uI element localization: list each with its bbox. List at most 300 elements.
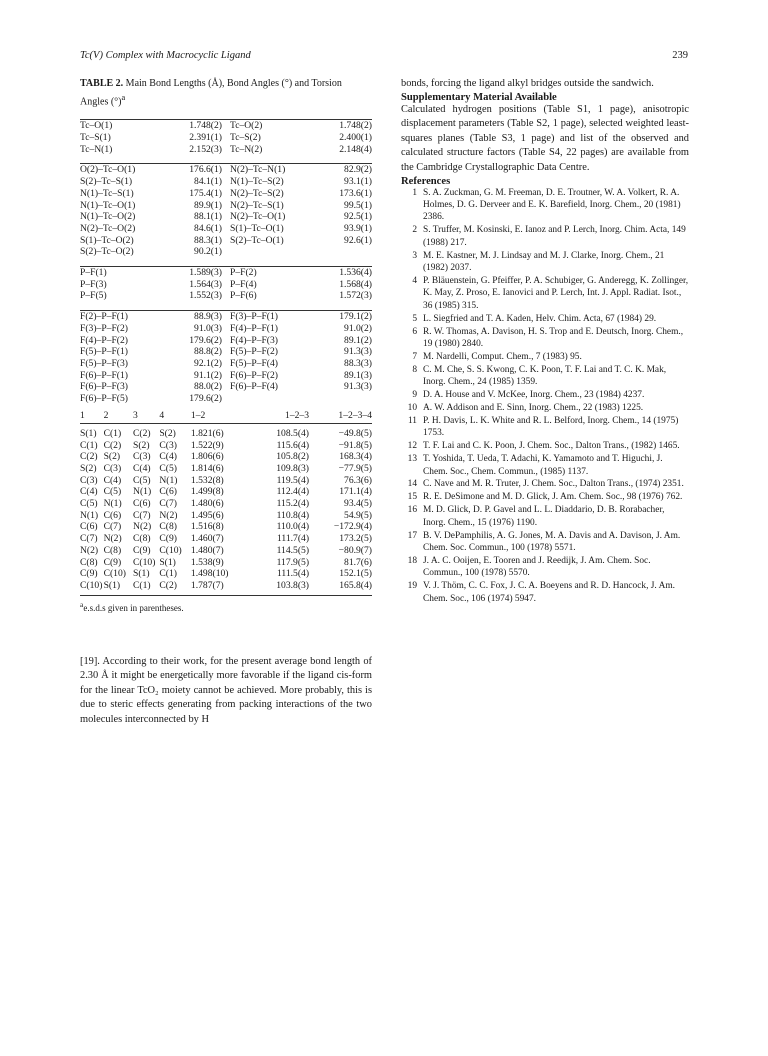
table-cell: 115.2(4) xyxy=(276,498,310,510)
table-cell: 81.7(6) xyxy=(344,556,372,568)
table-cell: 173.2(5) xyxy=(339,533,372,545)
table-cell: C(7) xyxy=(103,521,122,533)
reference-number: 17 xyxy=(407,530,417,541)
table-cell: 84.6(1) xyxy=(194,222,222,234)
table-cell: 1.498(10) xyxy=(190,568,229,580)
table-cell: C(3) xyxy=(159,439,177,451)
table-cell: 1.460(7) xyxy=(190,533,224,545)
table-cell: F(5)–P–F(2) xyxy=(230,346,278,358)
table-cell: S(2) xyxy=(159,427,176,439)
table-row xyxy=(80,463,372,475)
table-row xyxy=(80,346,372,358)
table-cell: N(1) xyxy=(159,474,178,486)
table-cell: F(5)–P–F(1) xyxy=(80,346,128,358)
table-row xyxy=(80,144,372,156)
table-cell: 88.3(3) xyxy=(344,357,372,369)
table-cell: P–F(2) xyxy=(230,267,318,279)
reference-text: D. A. House and V. McKee, Inorg. Chem., 23 (1984) 4237. xyxy=(423,390,645,401)
table-row xyxy=(80,510,372,522)
reference-number: 6 xyxy=(412,326,417,337)
table-cell: C(9) xyxy=(80,568,98,580)
reference-text: M. D. Glick, D. P. Gavel and L. L. Diaddario, D. B. Rorabacher, Inorg. Chem., 15 (1976) 1190. xyxy=(423,505,665,528)
reference-item xyxy=(401,250,689,275)
table-cell: 110.0(4) xyxy=(276,521,310,533)
page-header xyxy=(80,50,688,64)
table-cell: N(2)–Tc–O(1) xyxy=(230,211,286,223)
table-cell: 89.9(1) xyxy=(194,199,222,211)
table-cell: 89.1(3) xyxy=(344,369,372,381)
table-row xyxy=(80,211,372,223)
table-footnote xyxy=(80,600,372,613)
running-title: Tc(V) Complex with Macrocyclic Ligand xyxy=(80,50,251,61)
table-cell: C(10) xyxy=(133,556,156,568)
table-cell: 111.5(4) xyxy=(276,568,310,580)
reference-text: R. E. DeSimone and M. D. Glick, J. Am. Chem. Soc., 98 (1976) 762. xyxy=(423,492,683,503)
table-cell: C(8) xyxy=(133,533,151,545)
table-cell: 92.5(1) xyxy=(344,211,372,223)
table-cell: N(2) xyxy=(159,509,178,521)
reference-text: R. W. Thomas, A. Davison, H. S. Trop and E. Deutsch, Inorg. Chem., 19 (1980) 2840. xyxy=(423,326,684,349)
table-cell: Tc–S(1) xyxy=(80,132,111,144)
reference-text: L. Siegfried and T. A. Kaden, Helv. Chim. Acta, 67 (1984) 29. xyxy=(423,313,657,324)
table-cell: 1.806(6) xyxy=(190,451,224,463)
table-cell: C(7) xyxy=(133,509,151,521)
table-row xyxy=(80,580,372,592)
table-cell: F(2)–P–F(1) xyxy=(80,311,162,323)
left-column xyxy=(80,77,372,728)
table-cell: 2.148(4) xyxy=(339,143,372,155)
table-cell: N(2)–Tc–O(2) xyxy=(80,222,136,234)
table-cell: 168.3(4) xyxy=(339,451,372,463)
table-cell: 175.4(1) xyxy=(189,187,222,199)
table-cell: 91.0(2) xyxy=(344,322,372,334)
table-cell: 93.4(5) xyxy=(344,498,372,510)
reference-number: 8 xyxy=(412,364,417,375)
table-cell: 179.1(2) xyxy=(318,311,372,323)
page-number: 239 xyxy=(672,50,688,61)
table-bottom-rule xyxy=(80,595,372,596)
table-cell xyxy=(318,246,372,258)
table-cell: 2.391(1) xyxy=(189,132,222,144)
table-cell xyxy=(230,246,318,258)
table-caption xyxy=(80,77,372,109)
table-cell: 89.1(2) xyxy=(344,334,372,346)
table-row xyxy=(80,568,372,580)
table-cell: Tc–O(1) xyxy=(80,120,113,132)
table-cell: 2.152(3) xyxy=(189,143,222,155)
table-row xyxy=(80,290,372,302)
table-cell: 1.552(3) xyxy=(189,290,222,302)
reference-item xyxy=(401,580,689,605)
table-cell: 103.8(3) xyxy=(276,579,310,591)
table-row xyxy=(80,521,372,533)
reference-text: T. F. Lai and C. K. Poon, J. Chem. Soc., Dalton Trans., (1982) 1465. xyxy=(423,441,680,452)
table-cell: C(2) xyxy=(159,579,177,591)
table-cell: C(3) xyxy=(80,474,98,486)
reference-text: P. H. Davis, L. K. White and R. L. Belford, Inorg. Chem., 14 (1975) 1753. xyxy=(423,415,679,439)
table-cell: N(1)–Tc–O(1) xyxy=(80,199,136,211)
table-cell: 76.3(6) xyxy=(344,474,372,486)
table-row xyxy=(80,223,372,235)
table-cell: 1.814(6) xyxy=(190,462,224,474)
table-cell: N(1) xyxy=(80,509,99,521)
table-cell: S(2)–Tc–O(1) xyxy=(230,234,284,246)
table-cell: 110.8(4) xyxy=(276,509,310,521)
table-cell: 115.6(4) xyxy=(276,439,310,451)
table-cell: 91.1(2) xyxy=(194,369,222,381)
table-cell: C(9) xyxy=(159,533,177,545)
table-cell: Tc–N(1) xyxy=(80,143,113,155)
reference-text: P. Bläuenstein, G. Pfeiffer, P. A. Schubiger, G. Anderegg, K. Zollinger, K. May, Z. Proso, E. Ianovici and P. Lerch, Int. J. Appl. Radiat. Isot., 36 (1985) 315. xyxy=(423,275,689,311)
table-cell: 1.821(6) xyxy=(190,427,224,439)
reference-item xyxy=(401,275,689,312)
table-cell: 2.400(1) xyxy=(339,132,372,144)
table-cell: P–F(1) xyxy=(80,267,162,279)
table-row xyxy=(80,440,372,452)
table-cell: F(4)–P–F(3) xyxy=(230,334,278,346)
table-cell: C(5) xyxy=(133,474,151,486)
table-row xyxy=(80,188,372,200)
table-cell: C(5) xyxy=(159,462,177,474)
table-cell: 108.5(4) xyxy=(276,427,310,439)
table-cell: S(1) xyxy=(103,579,121,591)
group-separator xyxy=(80,258,372,267)
table-row xyxy=(80,200,372,212)
table-cell: 171.1(4) xyxy=(339,486,372,498)
table-cell: F(5)–P–F(3) xyxy=(80,357,128,369)
table-cell: P–F(6) xyxy=(230,290,257,302)
table-cell: C(10) xyxy=(103,568,126,580)
table-row xyxy=(80,279,372,291)
supplementary-text: Calculated hydrogen positions (Table S1, 1 page), anisotropic displacement parameters (Table S2, 1 page), selected weighted least-squares planes (Table S3, 1 page) and list of the observed and calculated structure factors (Table S4, 22 pages) are available from the Cambridge Crystallographic Data Centre. xyxy=(401,103,689,173)
table-cell: 176.6(1) xyxy=(162,164,230,176)
table-cell: P–F(3) xyxy=(80,278,107,290)
table-cell xyxy=(318,393,372,405)
table-cell: 1.522(9) xyxy=(190,439,224,451)
reference-item xyxy=(401,555,689,580)
table-cell: F(4)–P–F(2) xyxy=(80,334,128,346)
reference-text: C. M. Che, S. S. Kwong, C. K. Poon, T. F. Lai and T. C. K. Mak, Inorg. Chem., 24 (1985) 1359. xyxy=(423,364,667,388)
table-cell: 88.3(1) xyxy=(194,234,222,246)
reference-number: 12 xyxy=(407,441,417,452)
reference-text: B. V. DePamphilis, A. G. Jones, M. A. Davis and A. Davison, J. Am. Chem. Soc. Commun., 100 (1978) 5571. xyxy=(423,530,681,553)
table-row xyxy=(80,545,372,557)
table-row xyxy=(80,393,372,405)
reference-text: J. A. C. Ooijen, E. Tooren and J. Reedijk, J. Am. Chem. Soc. Commun., 100 (1978) 5570. xyxy=(423,555,651,579)
table-row xyxy=(80,267,372,279)
table-cell: C(1) xyxy=(80,439,98,451)
reference-item xyxy=(401,326,689,351)
torsion-table xyxy=(80,409,372,592)
table-cell: C(4) xyxy=(133,462,151,474)
reference-text: A. W. Addison and E. Sinn, Inorg. Chem., 22 (1983) 1225. xyxy=(423,402,644,413)
table-cell: N(1)–Tc–S(1) xyxy=(80,187,134,199)
reference-number: 9 xyxy=(412,390,417,401)
table-cell: 84.1(1) xyxy=(194,176,222,188)
table-cell: Tc–O(2) xyxy=(230,120,263,132)
table-cell: S(1) xyxy=(80,427,97,439)
table-cell: C(6) xyxy=(133,498,151,510)
reference-item xyxy=(401,224,689,249)
supplementary-heading: Supplementary Material Available xyxy=(401,91,557,103)
table-cell: 1.564(3) xyxy=(189,278,222,290)
table-cell: S(2)–Tc–S(1) xyxy=(80,176,133,188)
reference-item xyxy=(401,440,689,452)
table-cell: 179.6(2) xyxy=(189,393,222,405)
table-row xyxy=(80,475,372,487)
table-cell: N(2)–Tc–N(1) xyxy=(230,164,318,176)
table-cell: C(4) xyxy=(80,486,98,498)
reference-number: 14 xyxy=(407,479,417,490)
reference-number: 13 xyxy=(407,454,417,465)
table-cell: F(6)–P–F(5) xyxy=(80,393,128,405)
reference-number: 1 xyxy=(412,187,417,198)
table-cell: S(2) xyxy=(80,462,97,474)
table-cell: 111.7(4) xyxy=(276,533,310,545)
reference-number: 15 xyxy=(407,492,417,503)
reference-item xyxy=(401,504,689,529)
table-row xyxy=(80,235,372,247)
table-row xyxy=(80,132,372,144)
table-cell: C(7) xyxy=(80,533,98,545)
reference-text: S. Truffer, M. Kosinski, E. Ianoz and P. Lerch, Inorg. Chim. Acta, 149 (1988) 217. xyxy=(423,225,686,248)
table-cell: S(1)–Tc–O(1) xyxy=(230,222,284,234)
torsion-header-cell: 1–2 xyxy=(191,409,240,424)
table-cell: C(3) xyxy=(103,462,122,474)
table-cell xyxy=(230,393,318,405)
table-cell: C(4) xyxy=(103,474,122,486)
table-cell: N(2) xyxy=(80,544,99,556)
table-cell: −172.9(4) xyxy=(333,521,372,533)
reference-number: 4 xyxy=(412,275,417,286)
table-cell: 1.495(6) xyxy=(190,509,224,521)
table-cell: O(2)–Tc–O(1) xyxy=(80,164,162,176)
table-cell: −77.9(5) xyxy=(338,462,372,474)
right-column xyxy=(401,77,689,605)
table-cell: C(7) xyxy=(159,498,177,510)
table-cell: S(1) xyxy=(159,556,176,568)
table-row xyxy=(80,358,372,370)
table-cell: C(1) xyxy=(159,568,177,580)
table-cell: F(5)–P–F(4) xyxy=(230,357,278,369)
reference-number: 2 xyxy=(412,225,417,236)
table-cell: S(1) xyxy=(133,568,150,580)
table-cell: 1.480(7) xyxy=(190,544,224,556)
group-separator xyxy=(80,155,372,164)
table-cell: 1.572(3) xyxy=(339,290,372,302)
table-row xyxy=(80,164,372,176)
table-cell: 91.3(3) xyxy=(344,346,372,358)
table-row xyxy=(80,323,372,335)
reference-item xyxy=(401,187,689,224)
table-row xyxy=(80,370,372,382)
reference-item xyxy=(401,530,689,555)
table-cell: 1.748(2) xyxy=(339,120,372,132)
table-cell: N(2) xyxy=(133,521,152,533)
table-cell: 1.536(4) xyxy=(318,267,372,279)
table-cell: 54.9(5) xyxy=(344,509,372,521)
table-row xyxy=(80,246,372,258)
table-cell: −80.9(7) xyxy=(338,544,372,556)
table-cell: 88.9(3) xyxy=(162,311,230,323)
reference-item xyxy=(401,389,689,401)
group-separator xyxy=(80,302,372,311)
table-row xyxy=(80,311,372,323)
table-cell: S(1)–Tc–O(2) xyxy=(80,234,134,246)
table-cell: C(8) xyxy=(103,544,122,556)
table-cell: 82.9(2) xyxy=(318,164,372,176)
table-cell: C(8) xyxy=(159,521,177,533)
table-caption-text: Main Bond Lengths (Å), Bond Angles (°) and Torsion Angles (°) xyxy=(80,78,342,108)
table-cell: P–F(4) xyxy=(230,278,257,290)
reference-number: 11 xyxy=(407,415,417,426)
table-cell: C(9) xyxy=(103,556,122,568)
torsion-header-cell: 4 xyxy=(159,409,191,424)
reference-item xyxy=(401,313,689,325)
table-cell: 1.568(4) xyxy=(339,278,372,290)
table-cell: 92.6(1) xyxy=(344,234,372,246)
table-cell: 1.480(6) xyxy=(190,498,224,510)
table-row xyxy=(80,498,372,510)
reference-item xyxy=(401,415,689,440)
reference-item xyxy=(401,453,689,478)
table-cell: 1.589(3) xyxy=(162,267,230,279)
table-caption-mark: a xyxy=(121,93,126,102)
reference-number: 3 xyxy=(412,250,417,261)
table-cell: 92.1(2) xyxy=(194,357,222,369)
table-cell: 109.8(3) xyxy=(276,462,310,474)
table-cell: N(2)–Tc–S(1) xyxy=(230,199,284,211)
table-cell: C(9) xyxy=(133,544,151,556)
table-cell: C(10) xyxy=(159,544,182,556)
table-cell: 91.3(3) xyxy=(344,381,372,393)
torsion-header-cell: 1 xyxy=(80,409,104,424)
table-cell: C(2) xyxy=(80,451,98,463)
footnote-text: e.s.d.s given in parentheses. xyxy=(83,602,184,613)
table-cell: 93.1(1) xyxy=(344,176,372,188)
table-cell: C(10) xyxy=(80,579,103,591)
table-cell: 179.6(2) xyxy=(189,334,222,346)
torsion-header-cell: 2 xyxy=(104,409,133,424)
reference-number: 16 xyxy=(407,505,417,516)
table-cell: 88.0(2) xyxy=(194,381,222,393)
reference-number: 19 xyxy=(407,581,417,592)
table-cell: N(1)–Tc–S(2) xyxy=(230,176,284,188)
table-cell: 1.532(8) xyxy=(190,474,224,486)
table-cell: N(1)–Tc–O(2) xyxy=(80,211,136,223)
references-heading: References xyxy=(401,175,451,187)
torsion-header-cell: 1–2–3 xyxy=(240,409,313,424)
table-cell: S(2) xyxy=(133,439,150,451)
table-cell: C(5) xyxy=(103,486,122,498)
table-cell: 90.2(1) xyxy=(194,246,222,258)
table-cell: −91.8(5) xyxy=(338,439,372,451)
bond-table xyxy=(80,120,372,404)
table-cell: 99.5(1) xyxy=(344,199,372,211)
table-row xyxy=(80,533,372,545)
torsion-header-cell: 3 xyxy=(133,409,159,424)
torsion-header-row xyxy=(80,409,372,424)
table-cell: P–F(5) xyxy=(80,290,107,302)
reference-item xyxy=(401,491,689,503)
table-cell: 1.748(2) xyxy=(189,120,222,132)
reference-text: V. J. Thöm, C. C. Fox, J. C. A. Boeyens and R. D. Hancock, J. Am. Chem. Soc., 106 (1974) 5947. xyxy=(423,581,676,604)
torsion-header-cell: 1–2–3–4 xyxy=(313,409,372,424)
table-cell: F(3)–P–F(2) xyxy=(80,322,128,334)
table-cell: N(2)–Tc–S(2) xyxy=(230,187,284,199)
reference-number: 18 xyxy=(407,555,417,566)
table-cell: C(3) xyxy=(133,451,151,463)
table-cell: S(2)–Tc–O(2) xyxy=(80,246,134,258)
reference-item xyxy=(401,364,689,389)
reference-text: S. A. Zuckman, G. M. Freeman, D. E. Troutner, W. A. Volkert, R. A. Holmes, D. G. Derveer and E. K. Barefield, Inorg. Chem., 20 (1981) 2386. xyxy=(423,187,681,223)
table-cell: N(1) xyxy=(133,486,152,498)
reference-text: M. E. Kastner, M. J. Lindsay and M. J. Clarke, Inorg. Chem., 21 (1982) 2037. xyxy=(423,250,665,273)
table-cell: C(6) xyxy=(103,509,122,521)
reference-number: 7 xyxy=(412,351,417,362)
table-cell: F(4)–P–F(1) xyxy=(230,322,278,334)
reference-text: M. Nardelli, Comput. Chem., 7 (1983) 95. xyxy=(423,351,582,362)
body-paragraph-left: [19]. According to their work, for the present average bond length of 2.30 Å it might be energetically more favorable if the ligand cis-form for the linear TcO₂ moiety cannot be achieved. More probably, this is due to steric effects generating from packing interactions of the two molecules interconnected by H xyxy=(80,655,372,726)
table-cell: 114.5(5) xyxy=(276,544,310,556)
table-cell: 1.787(7) xyxy=(190,579,224,591)
table-caption-label: TABLE 2. xyxy=(80,78,124,89)
table-cell: C(2) xyxy=(103,439,122,451)
table-cell: 1.516(8) xyxy=(190,521,224,533)
table-cell: C(4) xyxy=(159,451,177,463)
table-cell: C(1) xyxy=(103,427,122,439)
table-cell: N(1) xyxy=(103,498,122,510)
table-cell: 173.6(1) xyxy=(339,187,372,199)
table-cell: F(6)–P–F(4) xyxy=(230,381,278,393)
table-cell: 1.538(9) xyxy=(190,556,224,568)
table-cell: 117.9(5) xyxy=(276,556,310,568)
table-row xyxy=(80,120,372,132)
table-cell: 152.1(5) xyxy=(339,568,372,580)
reference-text: T. Yoshida, T. Ueda, T. Adachi, K. Yamamoto and T. Higuchi, J. Chem. Soc., Chem. Commun., (1985) 1137. xyxy=(423,454,663,477)
reference-item xyxy=(401,478,689,490)
table-cell: 88.1(1) xyxy=(194,211,222,223)
table-row xyxy=(80,176,372,188)
table-cell: F(6)–P–F(3) xyxy=(80,381,128,393)
table-cell: C(1) xyxy=(133,579,151,591)
table-cell: Tc–S(2) xyxy=(230,132,261,144)
reference-item xyxy=(401,351,689,363)
table-cell: 88.8(2) xyxy=(194,346,222,358)
reference-item xyxy=(401,402,689,414)
table-cell: 93.9(1) xyxy=(344,222,372,234)
table-cell: 165.8(4) xyxy=(339,579,372,591)
table-row xyxy=(80,423,372,439)
table-cell: F(6)–P–F(1) xyxy=(80,369,128,381)
table-row xyxy=(80,557,372,569)
table-row xyxy=(80,486,372,498)
table-cell: 119.5(4) xyxy=(276,474,310,486)
reference-list xyxy=(401,187,689,605)
footnote-mark: a xyxy=(80,599,84,609)
table-cell: 91.0(3) xyxy=(194,322,222,334)
reference-number: 10 xyxy=(407,402,417,413)
table-cell: −49.8(5) xyxy=(338,427,372,439)
table-cell: C(2) xyxy=(133,427,151,439)
reference-text: C. Nave and M. R. Truter, J. Chem. Soc., Dalton Trans., (1974) 2351. xyxy=(423,479,684,490)
table-cell: C(8) xyxy=(80,556,98,568)
table-cell: C(6) xyxy=(159,486,177,498)
table-cell: F(3)–P–F(1) xyxy=(230,311,318,323)
reference-number: 5 xyxy=(412,313,417,324)
table-cell: C(5) xyxy=(80,498,98,510)
table-cell: 1.499(8) xyxy=(190,486,224,498)
